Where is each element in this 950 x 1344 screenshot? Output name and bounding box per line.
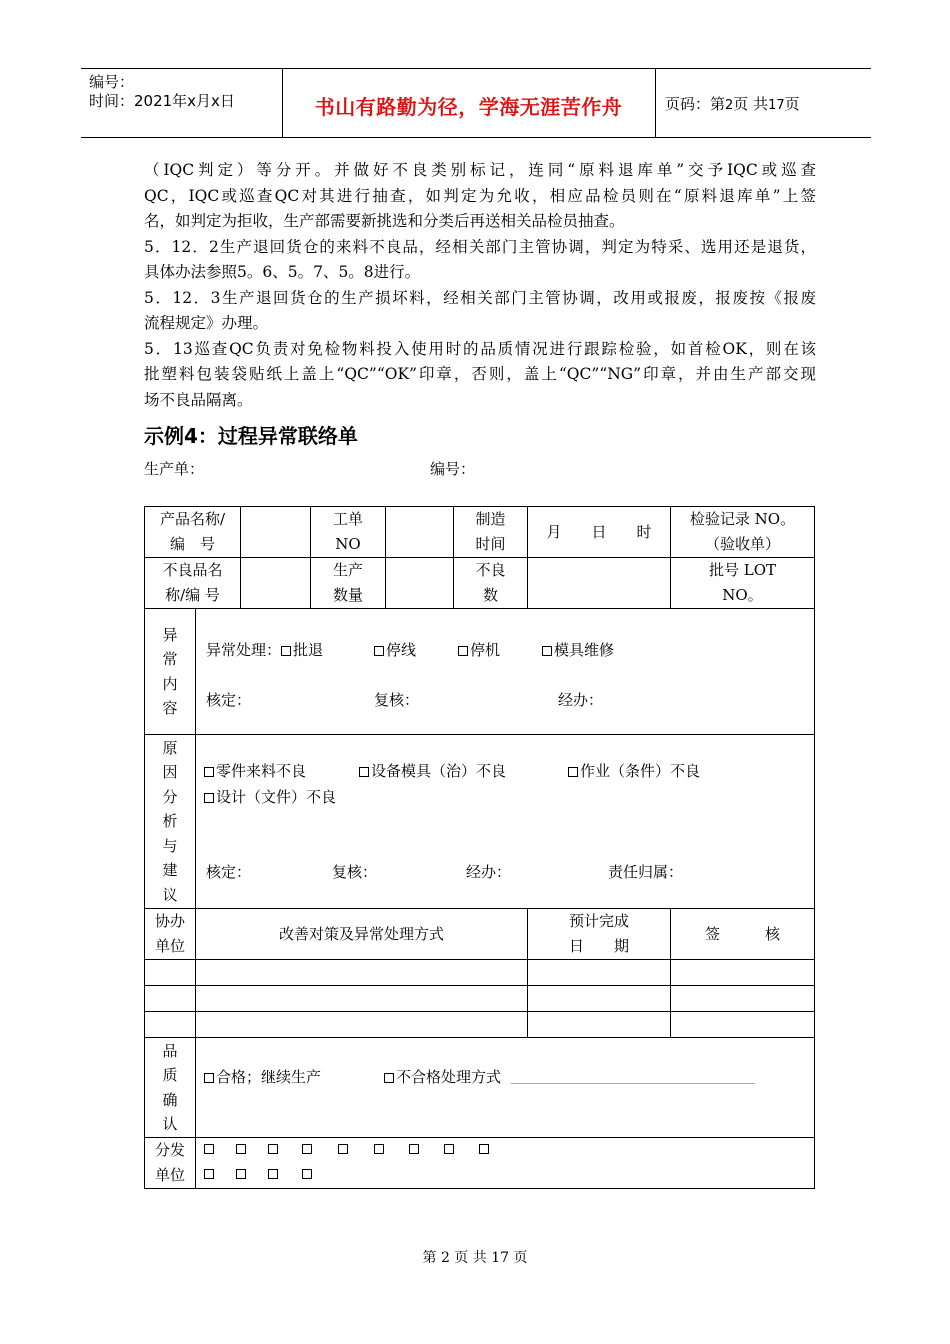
coop-unit-cell[interactable] xyxy=(145,986,196,1012)
distribution-checkbox[interactable] xyxy=(374,1144,384,1154)
cause-parts[interactable]: 零件来料不良 xyxy=(204,760,306,781)
approve-label: 核定： xyxy=(206,863,252,881)
product-name-header: 产品名称/ 编 号 xyxy=(145,507,241,558)
checkbox-icon xyxy=(458,646,468,656)
review-label: 复核： xyxy=(332,863,378,881)
option-reject[interactable]: 批退 xyxy=(281,639,323,660)
body-line: 名，如判定为拒收，生产部需要新挑选和分类后再送相关品检员抽查。 xyxy=(144,212,625,230)
defect-qty-cell[interactable] xyxy=(528,558,671,609)
sign-cell[interactable] xyxy=(671,986,815,1012)
review-label: 复核： xyxy=(374,691,420,709)
checkbox-icon xyxy=(374,646,384,656)
cause-analysis-label: 原 因 分 析 与 建 议 xyxy=(145,735,196,909)
distribution-checkbox[interactable] xyxy=(302,1144,312,1154)
responsibility-label: 责任归属： xyxy=(608,863,684,881)
handler-label: 经办： xyxy=(558,691,604,709)
page-mid: 页 共 xyxy=(733,95,769,113)
page-end: 页 xyxy=(784,95,800,113)
planned-date-header: 预计完成 日 期 xyxy=(528,909,671,960)
checkbox-icon xyxy=(384,1073,394,1083)
option-mold-repair[interactable]: 模具维修 xyxy=(542,639,614,660)
coop-unit-header: 协办 单位 xyxy=(145,909,196,960)
page-footer: 第 2 页 共 17 页 xyxy=(422,1250,528,1266)
planned-date-cell[interactable] xyxy=(528,960,671,986)
header-motto: 书山有路勤为径，学海无涯苦作舟 xyxy=(314,95,623,119)
cause-operation[interactable]: 作业（条件）不良 xyxy=(568,760,700,781)
doc-time-label: 时间：2021年x月x日 xyxy=(89,92,235,110)
checkbox-icon xyxy=(568,767,578,777)
distribution-checkbox[interactable] xyxy=(236,1169,246,1179)
page-current: 2 xyxy=(725,98,734,113)
body-line: QC，IQC或巡查QC对其进行抽查，如判定为允收，相应品检员则在“原料退库单”上签 xyxy=(144,186,816,205)
inspection-record-header: 检验记录 NO。 （验收单） xyxy=(671,507,815,558)
sign-cell[interactable] xyxy=(671,960,815,986)
planned-date-cell[interactable] xyxy=(528,1012,671,1038)
option-stop-line[interactable]: 停线 xyxy=(374,639,416,660)
coop-unit-cell[interactable] xyxy=(145,1012,196,1038)
improvement-cell[interactable] xyxy=(196,986,528,1012)
planned-date-cell[interactable] xyxy=(528,986,671,1012)
header-page-number xyxy=(665,93,800,114)
distribution-unit-cell xyxy=(196,1138,815,1189)
cause-design[interactable]: 设计（文件）不良 xyxy=(204,786,336,807)
improvement-cell[interactable] xyxy=(196,1012,528,1038)
abnormal-handling-label: 异常处理： xyxy=(206,641,282,659)
abnormal-content-cell xyxy=(196,609,815,735)
option-stop-machine[interactable]: 停机 xyxy=(458,639,500,660)
distribution-checkbox[interactable] xyxy=(302,1169,312,1179)
cause-analysis-cell xyxy=(196,735,815,909)
checkbox-icon xyxy=(204,767,214,777)
distribution-checkbox[interactable] xyxy=(236,1144,246,1154)
cause-equipment[interactable]: 设备模具（治）不良 xyxy=(359,760,506,781)
distribution-checkbox[interactable] xyxy=(268,1144,278,1154)
body-line: 5．13巡查QC负责对免检物料投入使用时的品质情况进行跟踪检验，如首检OK，则在该 xyxy=(144,339,816,358)
serial-number-label: 编号： xyxy=(430,460,476,478)
quality-confirm-cell xyxy=(196,1038,815,1138)
distribution-checkbox[interactable] xyxy=(409,1144,419,1154)
distribution-checkbox[interactable] xyxy=(204,1169,214,1179)
abnormal-contact-form xyxy=(144,506,815,1189)
defect-name-cell[interactable] xyxy=(241,558,311,609)
example-title: 示例4：过程异常联络单 xyxy=(144,424,358,448)
mfg-date-cell[interactable]: 月 日 时 xyxy=(528,507,671,558)
sign-cell[interactable] xyxy=(671,1012,815,1038)
production-qty-cell[interactable] xyxy=(386,558,454,609)
page-total: 17 xyxy=(768,98,785,113)
distribution-checkbox[interactable] xyxy=(479,1144,489,1154)
option-qualified[interactable]: 合格；继续生产 xyxy=(204,1066,321,1087)
unqualified-method-line xyxy=(511,1069,755,1084)
distribution-checkbox[interactable] xyxy=(338,1144,348,1154)
body-line: 场不良品隔离。 xyxy=(144,390,253,409)
page-header xyxy=(81,68,871,138)
defect-qty-header: 不良 数 xyxy=(454,558,528,609)
quality-confirm-label: 品 质 确 认 xyxy=(145,1038,196,1138)
production-order-label: 生产单： xyxy=(144,460,205,478)
header-meta xyxy=(89,73,235,111)
improvement-header: 改善对策及异常处理方式 xyxy=(196,909,528,960)
product-name-cell[interactable] xyxy=(241,507,311,558)
body-line: 具体办法参照5。6、5。7、5。8进行。 xyxy=(144,263,421,281)
checkbox-icon xyxy=(204,1073,214,1083)
body-text xyxy=(144,158,816,413)
coop-unit-cell[interactable] xyxy=(145,960,196,986)
distribution-checkbox[interactable] xyxy=(268,1169,278,1179)
body-line: 5．12．3生产退回货仓的生产损坏料，经相关部门主管协调，改用或报废，报废按《报废 xyxy=(144,288,816,307)
work-order-header: 工单 NO xyxy=(311,507,386,558)
checkbox-icon xyxy=(542,646,552,656)
checkbox-icon xyxy=(359,767,369,777)
approve-label: 核定： xyxy=(206,691,252,709)
checkbox-icon xyxy=(281,646,291,656)
improvement-cell[interactable] xyxy=(196,960,528,986)
distribution-unit-label: 分发 单位 xyxy=(145,1138,196,1189)
distribution-checkbox[interactable] xyxy=(444,1144,454,1154)
body-line: 流程规定》办理。 xyxy=(144,314,269,332)
work-order-cell[interactable] xyxy=(386,507,454,558)
sign-header: 签 核 xyxy=(671,909,815,960)
checkbox-icon xyxy=(204,793,214,803)
handler-label: 经办： xyxy=(466,863,512,881)
production-qty-header: 生产 数量 xyxy=(311,558,386,609)
doc-number-label: 编号： xyxy=(89,73,135,91)
mfg-time-header: 制造 时间 xyxy=(454,507,528,558)
distribution-checkbox[interactable] xyxy=(204,1144,214,1154)
lot-number-header: 批号 LOT NO。 xyxy=(671,558,815,609)
body-line: （IQC判定）等分开。并做好不良类别标记，连同“原料退库单”交予IQC或巡查 xyxy=(144,161,816,179)
abnormal-content-label: 异 常 内 容 xyxy=(145,609,196,735)
body-line: 批塑料包装袋贴纸上盖上“QC”“OK”印章，否则，盖上“QC”“NG”印章，并由生产部交现 xyxy=(144,365,816,383)
body-line: 5．12．2生产退回货仓的来料不良品，经相关部门主管协调，判定为特采、选用还是退货， xyxy=(144,237,816,256)
page-label: 页码：第 xyxy=(665,95,726,113)
option-unqualified[interactable]: 不合格处理方式 xyxy=(384,1066,755,1087)
defect-name-header: 不良品名 称/编 号 xyxy=(145,558,241,609)
